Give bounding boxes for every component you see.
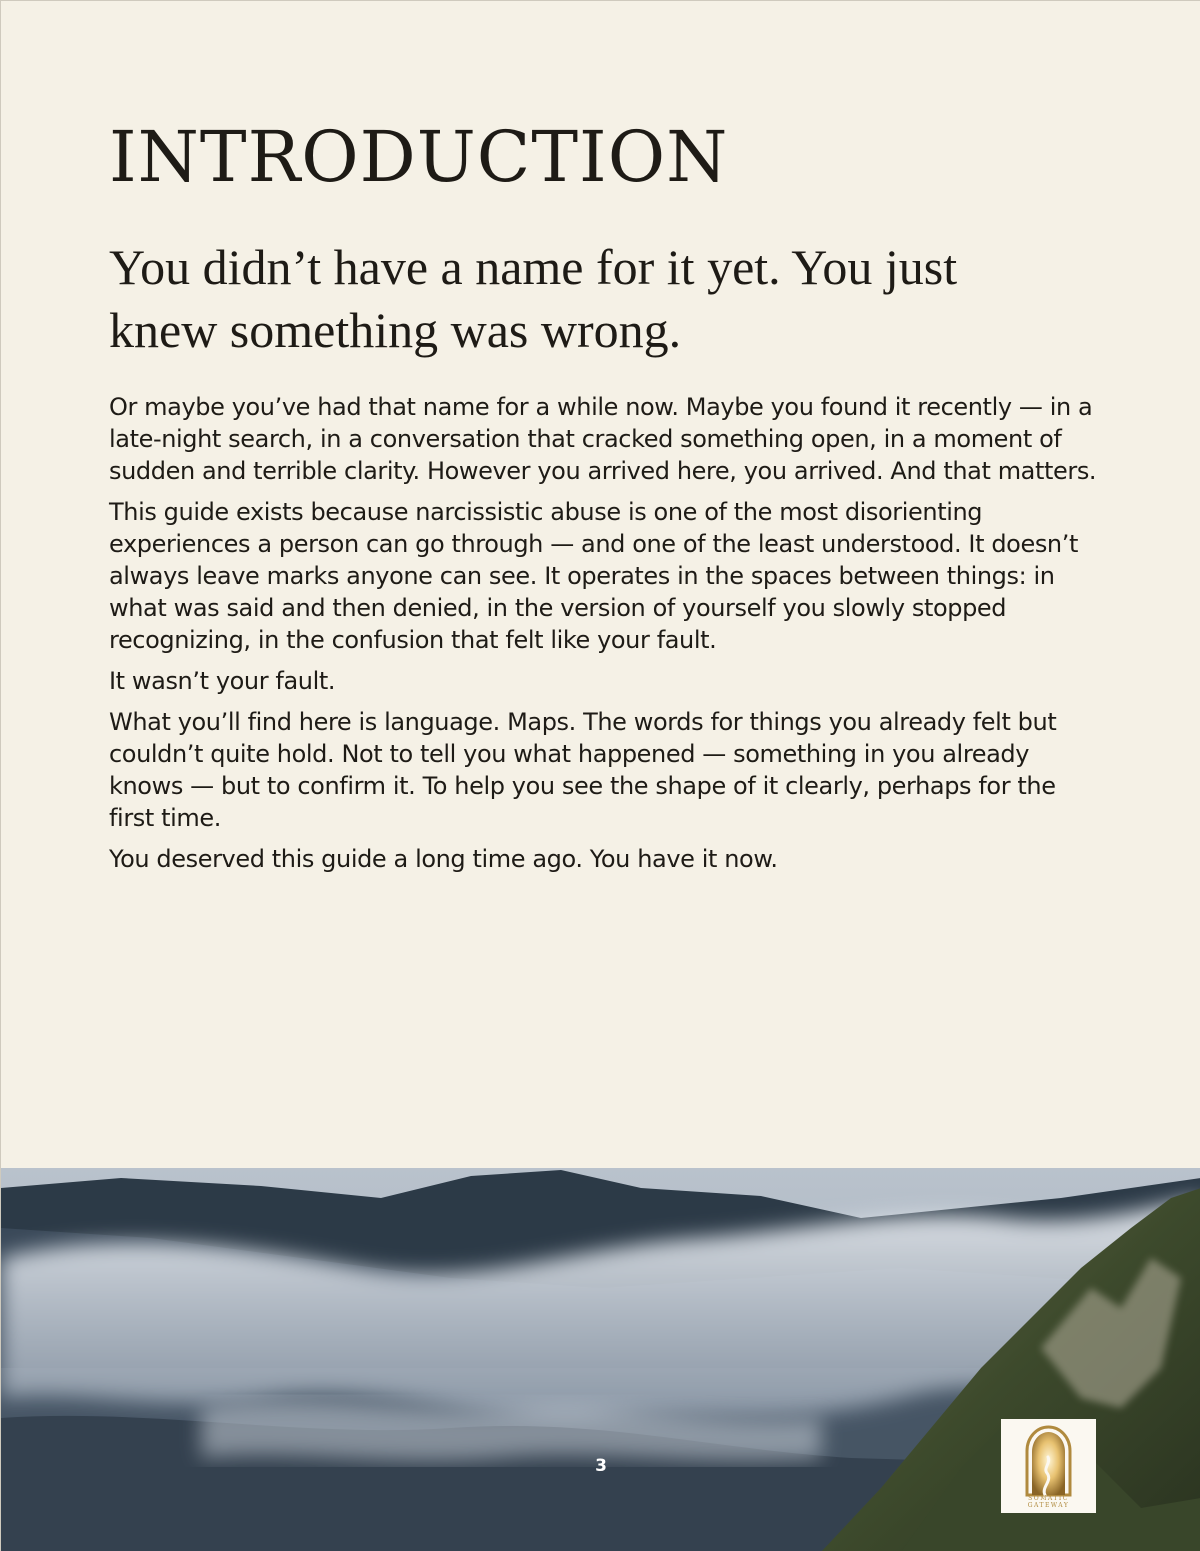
logo-text-line2: GATEWAY: [1027, 1502, 1070, 1509]
paragraph: This guide exists because narcissistic abuse is one of the most disorienting experiences a person can go through — and one of the least understood. It doesn’t always leave marks anyone can see. It operates in the spaces between things: in what was said and then denied, in the version of yourself you slowly stopped recognizing, in the confusion that felt like your fault.: [109, 498, 1078, 654]
paragraph: What you’ll find here is language. Maps. The words for things you already felt but couldn’t quite hold. Not to tell you what happened — something in you already knows — but to confirm it. To help you see the shape of it clearly, perhaps for the first time.: [109, 708, 1057, 832]
page-title: INTRODUCTION: [109, 116, 729, 198]
paragraph: Or maybe you’ve had that name for a while now. Maybe you found it recently — in a late-night search, in a conversation that cracked something open, in a moment of sudden and terrible clarity. However you arrived here, you arrived. And that matters.: [109, 393, 1097, 485]
paragraph: You deserved this guide a long time ago. You have it now.: [109, 845, 778, 873]
page-content: [109, 116, 1099, 884]
somatic-gateway-logo: [1001, 1419, 1096, 1513]
body-text: [109, 391, 1099, 875]
page-subtitle: You didn’t have a name for it yet. You just knew something was wrong.: [109, 239, 958, 358]
page-number: 3: [595, 1456, 607, 1476]
logo-text-line1: SOMATIC: [1028, 1495, 1069, 1502]
paragraph: It wasn’t your fault.: [109, 667, 336, 695]
